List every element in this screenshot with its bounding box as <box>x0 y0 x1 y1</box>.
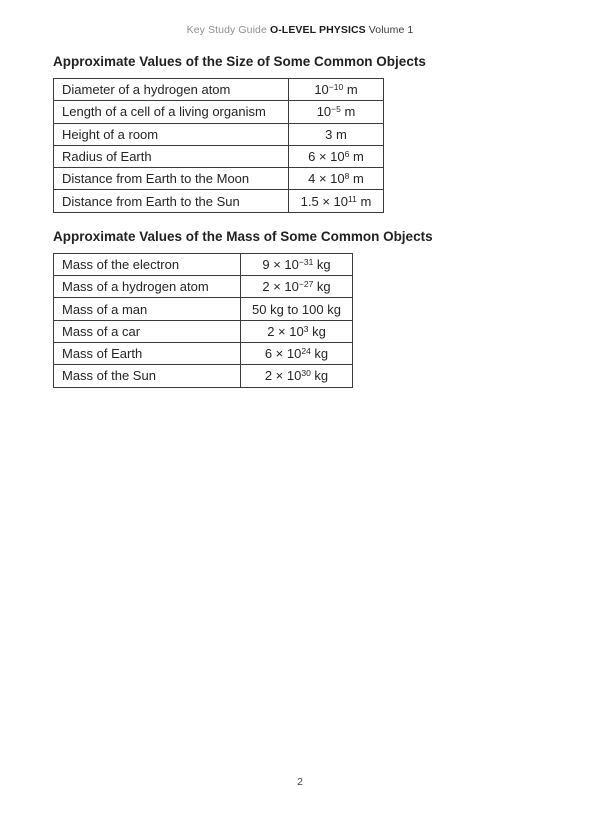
value-unit: m <box>349 149 364 165</box>
value-exponent: 8 <box>344 171 350 182</box>
object-cell: Radius of Earth <box>54 145 289 167</box>
object-cell: Mass of the electron <box>54 253 241 275</box>
value-unit: kg <box>313 256 331 272</box>
value-unit: m <box>340 104 356 120</box>
object-cell: Distance from Earth to the Sun <box>54 190 289 212</box>
value-exponent: −31 <box>298 256 314 267</box>
object-cell: Height of a room <box>54 123 289 145</box>
value-cell <box>241 342 353 364</box>
value-base: 2 × 10 <box>267 323 304 339</box>
value-base: 6 × 10 <box>264 346 302 362</box>
table-row <box>54 298 353 320</box>
value-unit: m <box>349 171 364 187</box>
table-row <box>54 342 353 364</box>
mass-table <box>53 253 353 388</box>
header-series-label: Key Study Guide <box>186 24 270 36</box>
page-number: 2 <box>297 776 303 788</box>
running-header <box>0 24 600 36</box>
value-base: 2 × 10 <box>262 279 299 295</box>
value-unit: kg <box>310 368 329 384</box>
value-base: 2 × 10 <box>264 368 302 384</box>
size-table-title: Approximate Values of the Size of Some Common Objects <box>53 54 426 69</box>
value-unit: kg <box>310 346 329 362</box>
value-exponent: 3 <box>303 323 309 334</box>
table-row <box>54 168 384 190</box>
header-volume-label: Volume 1 <box>365 24 414 36</box>
table-row <box>54 276 353 298</box>
value-base: 3 m <box>325 126 347 142</box>
value-base: 6 × 10 <box>308 149 345 165</box>
object-cell: Mass of Earth <box>54 342 241 364</box>
value-cell <box>289 190 384 212</box>
table-row <box>54 320 353 342</box>
table-row <box>54 365 353 387</box>
value-exponent: −10 <box>328 82 344 93</box>
value-cell <box>241 365 353 387</box>
table-row <box>54 190 384 212</box>
object-cell: Mass of a car <box>54 320 241 342</box>
object-cell: Mass of the Sun <box>54 365 241 387</box>
value-exponent: 11 <box>348 193 357 204</box>
value-exponent: 30 <box>301 368 311 379</box>
value-cell <box>289 145 384 167</box>
table-row <box>54 123 384 145</box>
value-cell <box>289 101 384 123</box>
value-base: 50 kg to 100 kg <box>252 301 341 317</box>
table-row <box>54 79 384 101</box>
value-unit: m <box>356 193 372 209</box>
value-exponent: −5 <box>331 104 341 115</box>
value-base: 1.5 × 10 <box>300 193 349 209</box>
value-exponent: 6 <box>344 149 350 160</box>
object-cell: Mass of a hydrogen atom <box>54 276 241 298</box>
object-cell: Mass of a man <box>54 298 241 320</box>
value-base: 4 × 10 <box>308 171 345 187</box>
value-unit: m <box>343 82 358 98</box>
value-exponent: 24 <box>301 346 311 357</box>
table-row <box>54 253 353 275</box>
value-cell <box>289 168 384 190</box>
value-cell <box>289 123 384 145</box>
value-base: 10 <box>316 104 332 120</box>
table-row <box>54 145 384 167</box>
value-cell <box>241 320 353 342</box>
value-exponent: −27 <box>298 279 314 290</box>
value-cell <box>289 79 384 101</box>
object-cell: Distance from Earth to the Moon <box>54 168 289 190</box>
table-row <box>54 101 384 123</box>
value-unit: kg <box>313 279 331 295</box>
value-base: 9 × 10 <box>262 256 299 272</box>
value-cell <box>241 276 353 298</box>
size-table <box>53 78 384 213</box>
value-cell <box>241 298 353 320</box>
object-cell: Diameter of a hydrogen atom <box>54 79 289 101</box>
value-cell <box>241 253 353 275</box>
object-cell: Length of a cell of a living organism <box>54 101 289 123</box>
value-base: 10 <box>314 82 329 98</box>
page-content <box>53 54 433 388</box>
mass-table-title: Approximate Values of the Mass of Some Common Objects <box>53 228 433 244</box>
header-book-title: O-LEVEL PHYSICS <box>269 24 366 36</box>
value-unit: kg <box>308 323 326 339</box>
